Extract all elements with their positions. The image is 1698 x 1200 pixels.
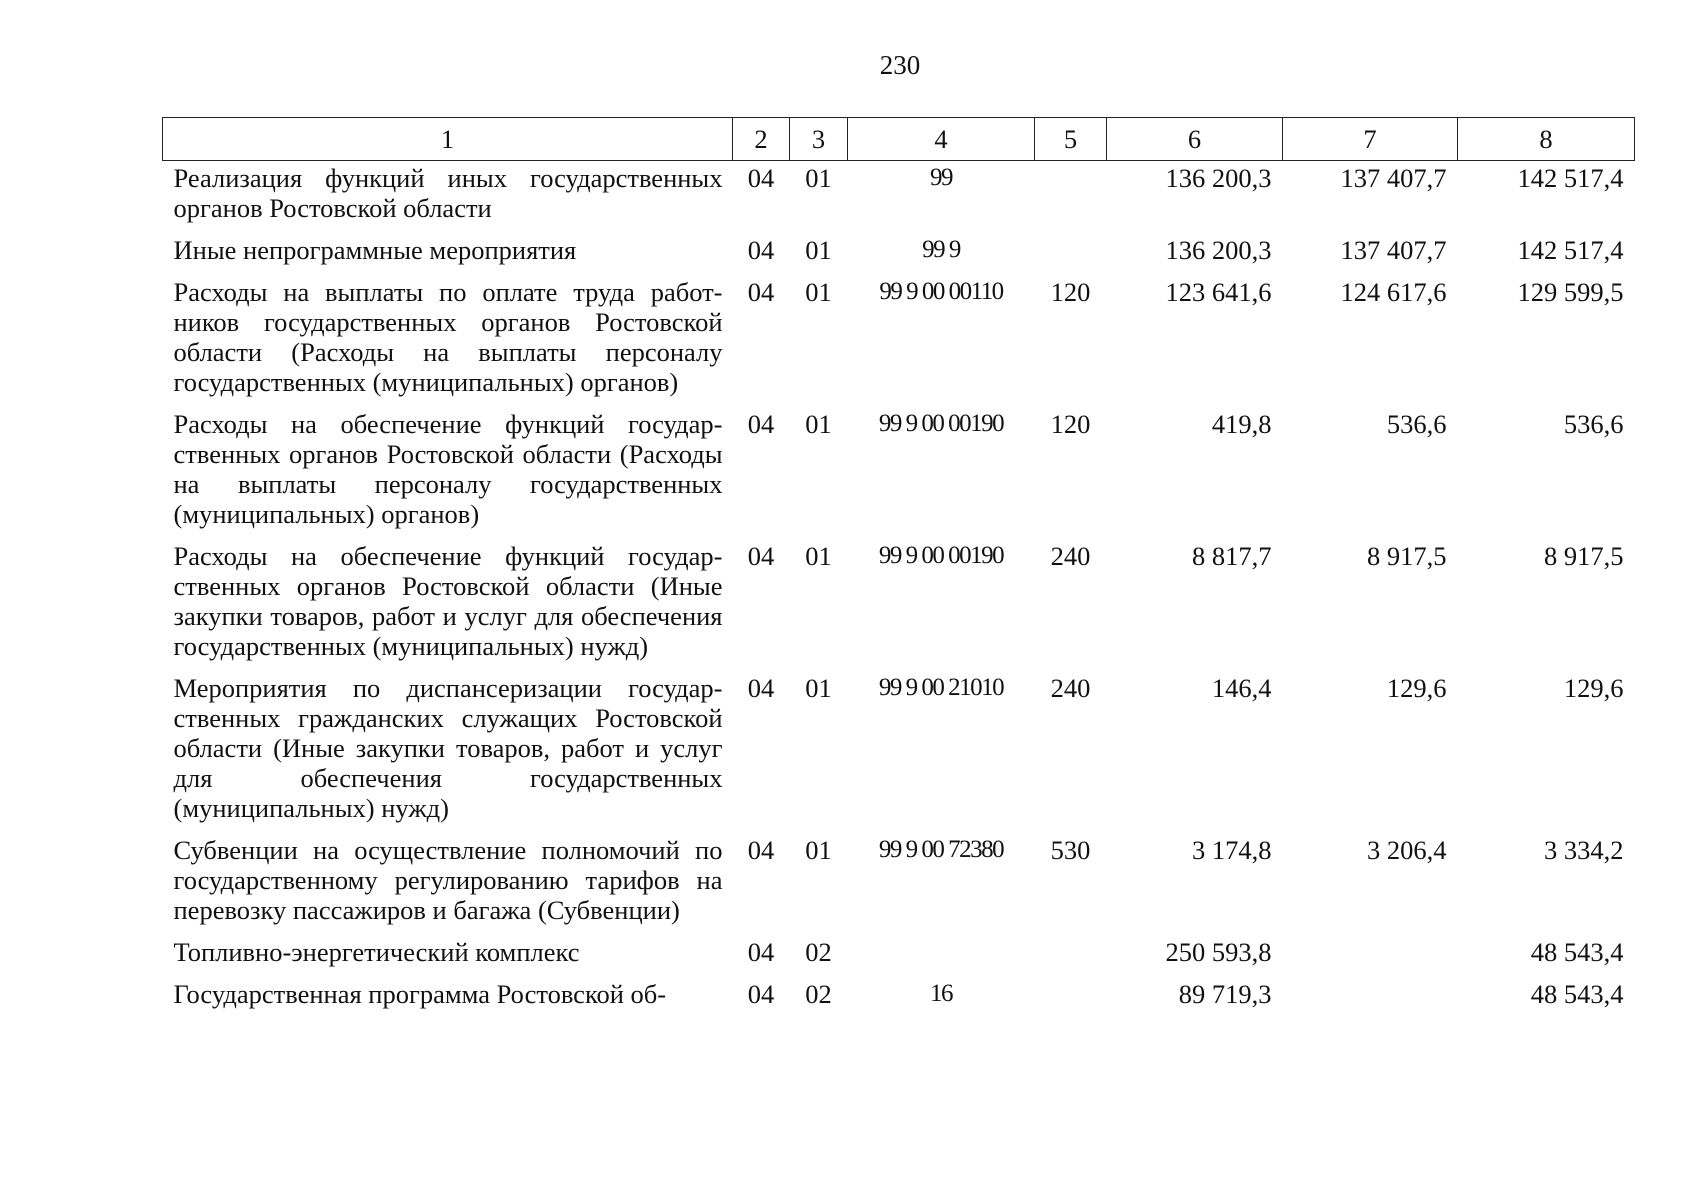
row-amount-col7: 129,6 — [1386, 673, 1447, 703]
row-name: Субвенции на осуществление полномочий по государственному регулированию тарифов на перевозку пассажиров и багажа (Субвенции) — [173, 835, 723, 925]
row-target-code: 16 — [930, 980, 952, 1007]
row-target-code: 99 9 00 00110 — [879, 278, 1003, 305]
row-amount-col8: 142 517,4 — [1517, 235, 1624, 265]
row-target-code: 99 — [930, 164, 952, 191]
row-expense-type — [1035, 161, 1107, 236]
header-col-4: 4 — [848, 118, 1035, 161]
row-subsection: 01 — [805, 835, 832, 865]
row-subsection: 01 — [805, 541, 832, 571]
row-amount-col8: 129 599,5 — [1517, 277, 1624, 307]
table-row — [163, 277, 1635, 409]
page-number — [0, 50, 1698, 81]
row-name: Расходы на выплаты по оплате труда работников государственных органов Ростовской области (Расходы на выплаты персоналу государственных (муниципальных) органов) — [173, 277, 723, 397]
row-section: 04 — [747, 937, 775, 967]
row-expense-type — [1035, 235, 1107, 277]
row-amount-col6: 123 641,6 — [1165, 277, 1272, 307]
row-section: 04 — [747, 235, 775, 265]
row-section: 04 — [747, 277, 775, 307]
row-amount-col7: 8 917,5 — [1367, 541, 1447, 571]
budget-table — [162, 117, 1635, 1021]
row-subsection: 01 — [805, 673, 832, 703]
row-subsection: 01 — [805, 235, 832, 265]
row-expense-type: 120 — [1050, 277, 1091, 307]
row-name: Государственная программа Ростовской об- — [173, 979, 667, 1009]
row-target-code: 99 9 00 00190 — [878, 542, 1004, 569]
header-col-7: 7 — [1283, 118, 1458, 161]
row-target-code: 99 9 00 21010 — [878, 674, 1004, 701]
row-expense-type: 530 — [1050, 835, 1091, 865]
row-section: 04 — [747, 163, 775, 193]
row-name: Расходы на обеспечение функций государственных органов Ростовской области (Иные закупки товаров, работ и услуг для обеспечения государственных (муниципальных) нужд) — [173, 541, 723, 661]
row-amount-col8: 129,6 — [1563, 673, 1624, 703]
row-amount-col7: 124 617,6 — [1340, 277, 1447, 307]
row-amount-col6: 250 593,8 — [1165, 937, 1272, 967]
row-subsection: 01 — [805, 277, 832, 307]
row-section: 04 — [747, 541, 775, 571]
row-amount-col7: 3 206,4 — [1367, 835, 1447, 865]
row-name: Топливно-энергетический комплекс — [173, 937, 580, 967]
row-amount-col8: 142 517,4 — [1517, 163, 1624, 193]
row-subsection: 02 — [805, 937, 832, 967]
row-section: 04 — [747, 979, 775, 1009]
row-amount-col6: 136 200,3 — [1165, 163, 1272, 193]
row-name: Реализация функций иных государственных органов Ростовской области — [173, 163, 723, 223]
row-expense-type: 240 — [1050, 673, 1091, 703]
table-row — [163, 541, 1635, 673]
row-section: 04 — [747, 673, 775, 703]
row-amount-col7: 536,6 — [1386, 409, 1447, 439]
table-row — [163, 937, 1635, 979]
row-target-code: 99 9 00 00190 — [878, 410, 1004, 437]
row-expense-type: 240 — [1050, 541, 1091, 571]
header-col-8: 8 — [1458, 118, 1635, 161]
header-col-3: 3 — [790, 118, 848, 161]
row-amount-col8: 48 543,4 — [1530, 979, 1624, 1009]
table-row — [163, 161, 1635, 236]
header-col-5: 5 — [1035, 118, 1107, 161]
row-name: Мероприятия по диспансеризации государственных гражданских служащих Ростовской области (Иные закупки товаров, работ и услуг для обеспечения государственных (муниципальных) нужд) — [173, 673, 723, 823]
header-col-2: 2 — [733, 118, 790, 161]
row-amount-col6: 8 817,7 — [1192, 541, 1272, 571]
table-header — [163, 118, 1635, 161]
row-amount-col8: 3 334,2 — [1544, 835, 1624, 865]
row-amount-col7: 137 407,7 — [1340, 235, 1447, 265]
table-body — [163, 161, 1635, 1022]
row-name: Расходы на обеспечение функций государственных органов Ростовской области (Расходы на выплаты персоналу государственных (муниципальных) органов) — [173, 409, 723, 529]
row-name: Иные непрограммные мероприятия — [173, 235, 577, 265]
header-col-6: 6 — [1107, 118, 1283, 161]
table-row — [163, 673, 1635, 835]
row-amount-col7 — [1283, 979, 1458, 1021]
row-amount-col7: 137 407,7 — [1340, 163, 1447, 193]
table-row — [163, 409, 1635, 541]
row-target-code: 99 9 00 72380 — [878, 836, 1004, 863]
row-amount-col8: 8 917,5 — [1544, 541, 1624, 571]
row-amount-col6: 419,8 — [1211, 409, 1272, 439]
row-target-code — [848, 937, 1035, 979]
row-subsection: 02 — [805, 979, 832, 1009]
table-row — [163, 235, 1635, 277]
page-number-text: 230 — [879, 50, 921, 80]
row-amount-col8: 536,6 — [1563, 409, 1624, 439]
header-row — [163, 118, 1635, 161]
row-section: 04 — [747, 409, 775, 439]
table-row — [163, 979, 1635, 1021]
header-col-1: 1 — [163, 118, 733, 161]
row-section: 04 — [747, 835, 775, 865]
row-amount-col6: 136 200,3 — [1165, 235, 1272, 265]
row-amount-col6: 89 719,3 — [1178, 979, 1272, 1009]
row-expense-type — [1035, 979, 1107, 1021]
row-subsection: 01 — [805, 409, 832, 439]
row-amount-col8: 48 543,4 — [1530, 937, 1624, 967]
row-amount-col6: 3 174,8 — [1192, 835, 1272, 865]
row-expense-type: 120 — [1050, 409, 1091, 439]
row-amount-col7 — [1283, 937, 1458, 979]
row-expense-type — [1035, 937, 1107, 979]
row-target-code: 99 9 — [922, 236, 960, 263]
table-row — [163, 835, 1635, 937]
row-subsection: 01 — [805, 163, 832, 193]
row-amount-col6: 146,4 — [1211, 673, 1272, 703]
